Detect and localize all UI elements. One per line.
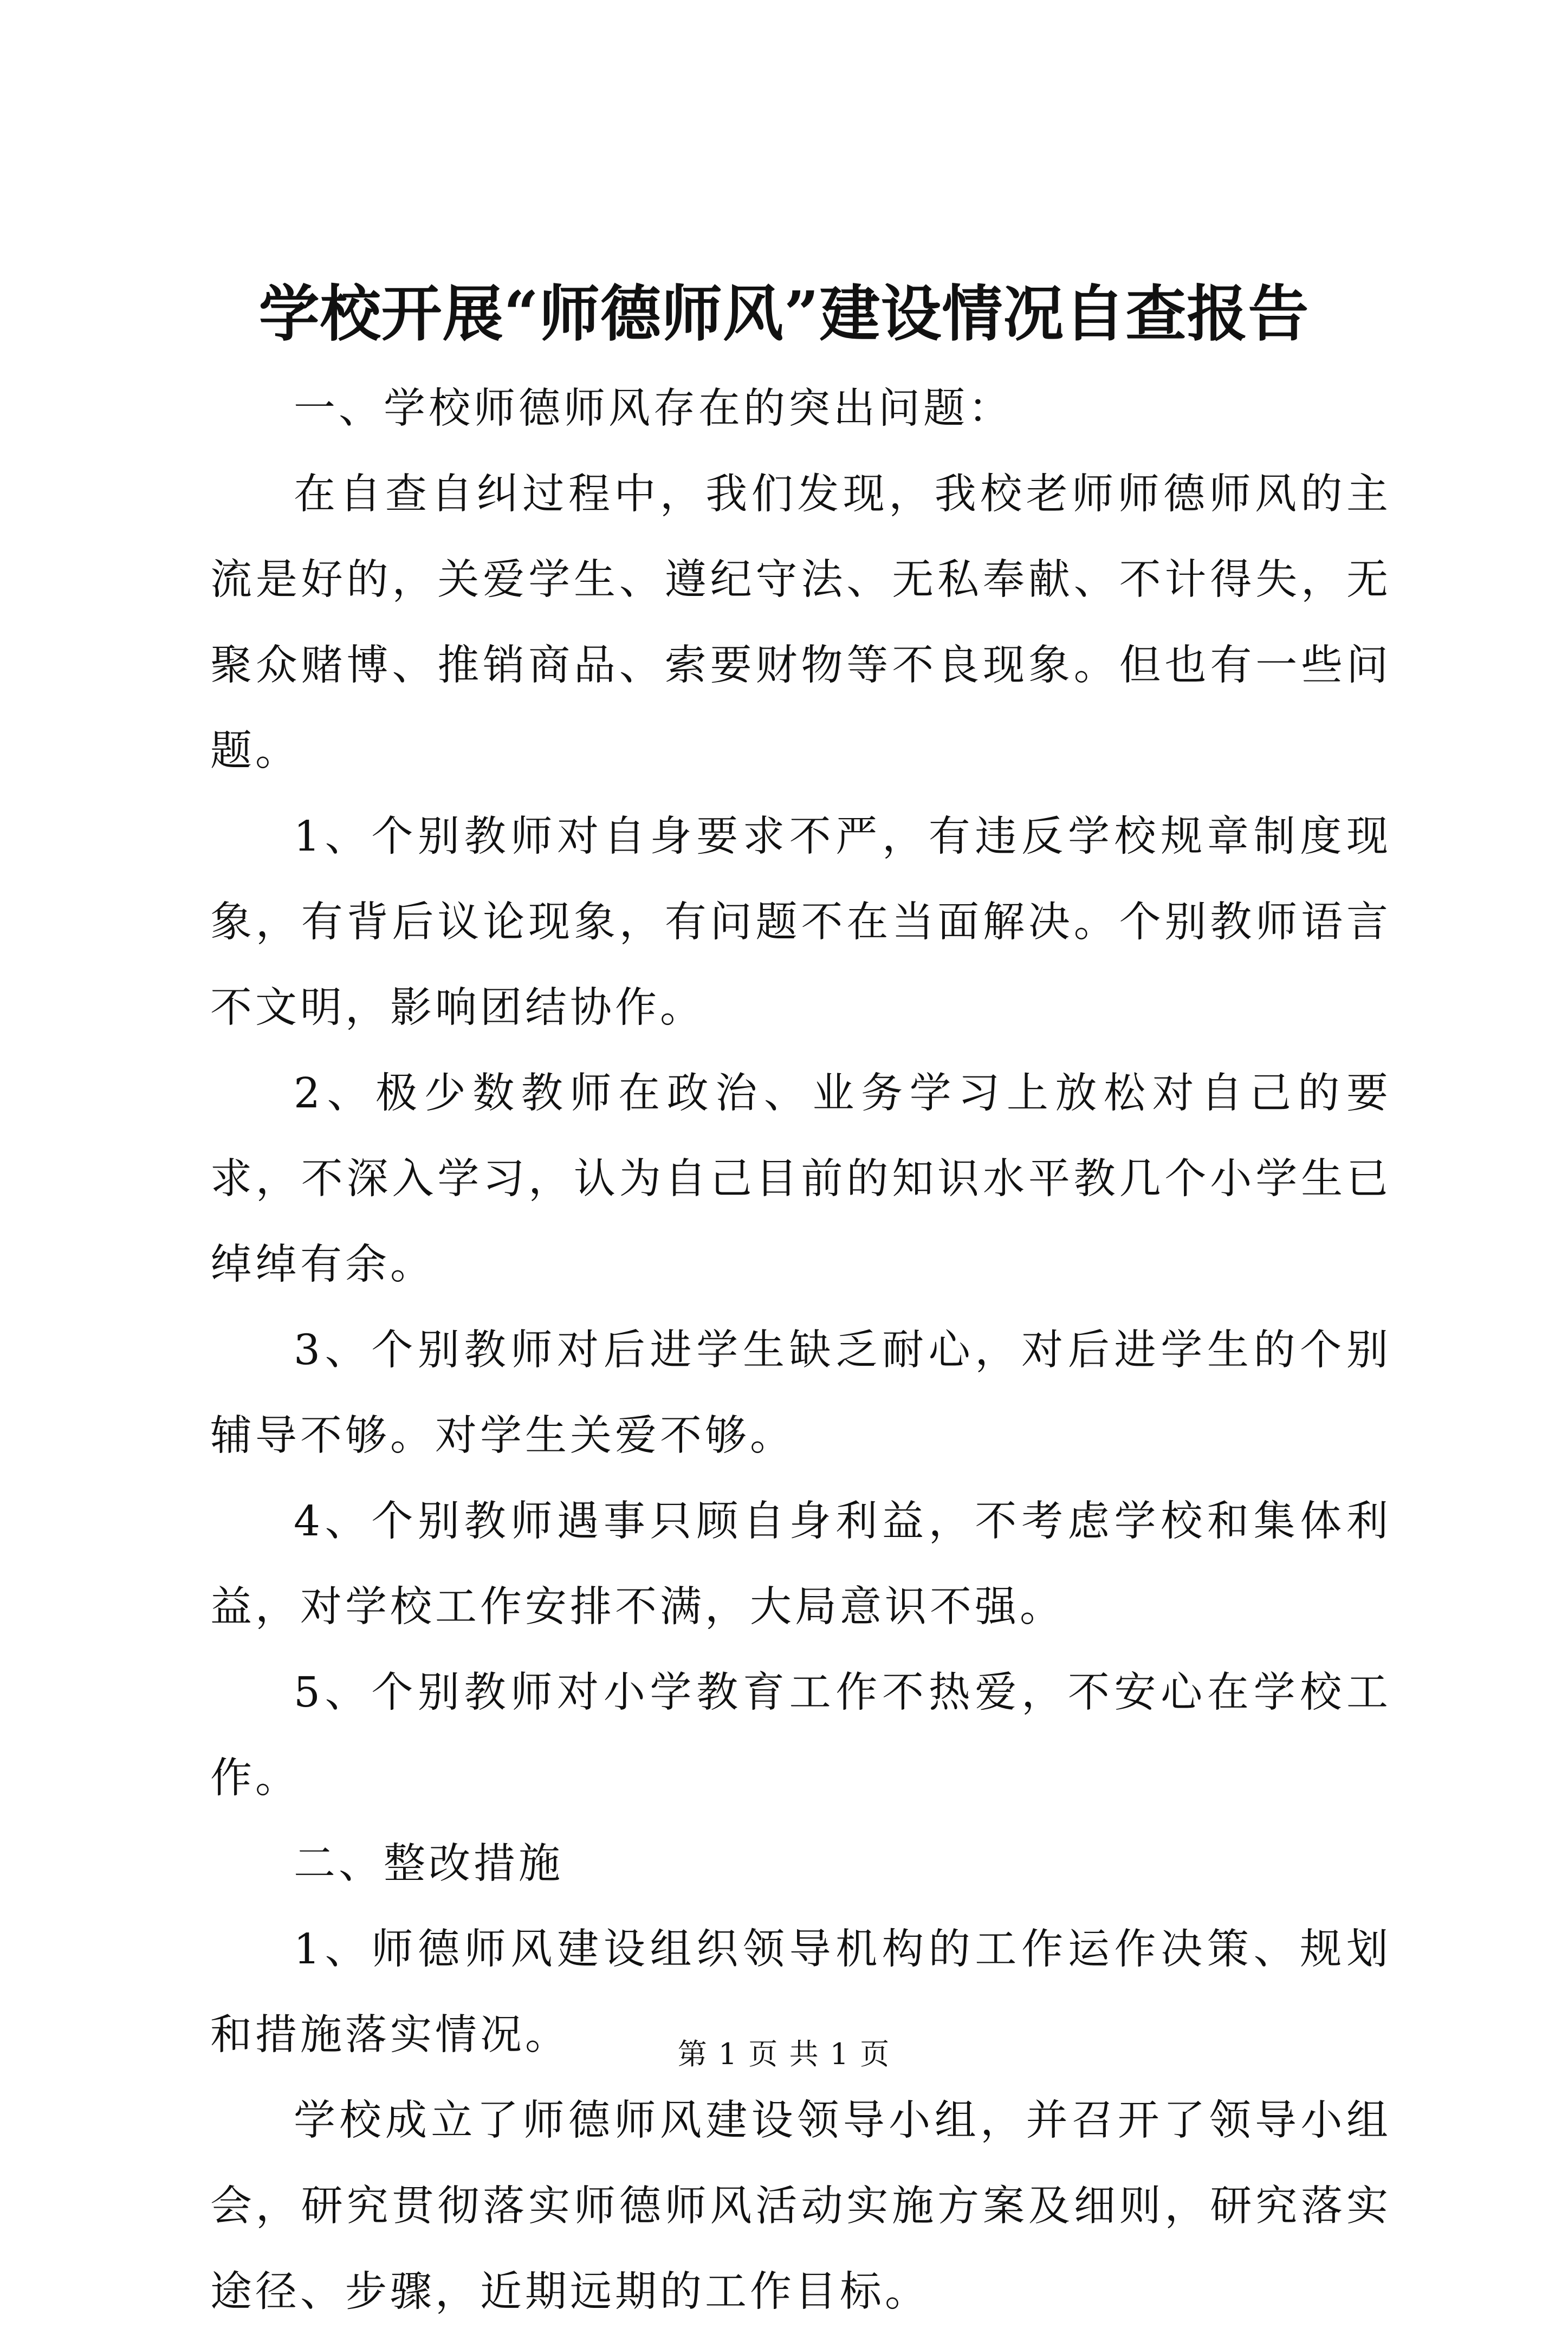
problem-item-5: 5、个别教师对小学教育工作不热爱，不安心在学校工作。 bbox=[210, 1669, 1391, 1802]
paragraph-overview: 在自查自纠过程中，我们发现，我校老师师德师风的主流是好的，关爱学生、遵纪守法、无私奉献、不计得失，无聚众赌博、推销商品、索要财物等不良现象。但也有一些问题。 bbox=[210, 470, 1391, 775]
page-footer: 第 1 页 共 1 页 bbox=[677, 2037, 891, 2071]
measure-item-1: 1、师德师风建设组织领导机构的工作运作决策、规划和措施落实情况。 bbox=[210, 1925, 1391, 2059]
document-title: 学校开展“师德师风”建设情况自查报告 bbox=[258, 278, 1310, 349]
problem-item-3: 3、个别教师对后进学生缺乏耐心，对后进学生的个别辅导不够。对学生关爱不够。 bbox=[210, 1326, 1391, 1460]
measure-detail: 学校成立了师德师风建设领导小组，并召开了领导小组会，研究贯彻落实师德师风活动实施方案及细则，研究落实途径、步骤，近期远期的工作目标。 bbox=[210, 2097, 1391, 2316]
problem-item-1: 1、个别教师对自身要求不严，有违反学校规章制度现象，有背后议论现象，有问题不在当面解决。个别教师语言不文明，影响团结协作。 bbox=[210, 813, 1391, 1032]
section-heading-problems: 一、学校师德师风存在的突出问题： bbox=[294, 385, 1013, 433]
section-heading-measures: 二、整改措施 bbox=[294, 1840, 563, 1888]
problem-item-4: 4、个别教师遇事只顾自身利益，不考虑学校和集体利益，对学校工作安排不满，大局意识不强。 bbox=[210, 1497, 1391, 1631]
problem-item-2: 2、极少数教师在政治、业务学习上放松对自己的要求，不深入学习，认为自己目前的知识水平教几个小学生已绰绰有余。 bbox=[210, 1069, 1391, 1289]
